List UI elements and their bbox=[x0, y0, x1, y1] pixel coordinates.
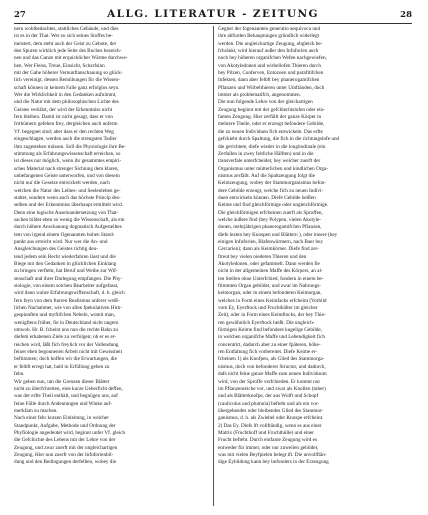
text-line: er felbft erregt hat, bald in Erfüllung gehen zu bbox=[14, 363, 110, 370]
text-line: sches Material nach strenger Sichtung dem klaren, bbox=[14, 165, 119, 172]
text-line: Vf. begegnet sind; aber dass er den rechten Weg bbox=[14, 128, 114, 135]
text-line: wird dann wahre Erfahrungswiffenschaft, d. h. gleich bbox=[14, 290, 125, 297]
text-line: senschaft und ihrer Darlegung empfangen. Die Phy- bbox=[14, 275, 123, 282]
text-line: mit der Gabe höherer Vernunftanschauung so glück- bbox=[14, 70, 123, 77]
text-line: concentrirt, dadurch aber zu einer fpäteren, höhe- bbox=[218, 341, 321, 348]
text-line: Zerfallen in zwey feitliche Hälften) und in die bbox=[218, 150, 314, 157]
text-line: meistert, dem steht auch der Geist zu Gebote, der bbox=[14, 40, 117, 47]
text-line: ftimmten Organ gebildet, und zwar im Nahrungs- bbox=[218, 283, 321, 290]
text-line: stimmung als Erfahrungswissenschaft erreichen, so bbox=[14, 150, 121, 157]
text-line: Die gleichförmigen erfcheinen zuerft als Sproffen, bbox=[218, 209, 323, 216]
text-line: wird, von der Sproffe verfchieden. Er kommt nur bbox=[218, 378, 321, 385]
text-line: diefe lezten bey Knospen und Blättern ), oder innere (bey bbox=[218, 231, 338, 238]
text-line: ist es in der That. Wer so sich seines Stoffes be- bbox=[14, 33, 113, 40]
text-line: Biege mit den Gedanken in glücklichen Einklang bbox=[14, 261, 117, 267]
text-line: ihre abfurden Behauptungen gründlich widerlegt bbox=[218, 33, 320, 40]
text-line: einigen Infuforien, Blafenwürmern, nach Baer bey bbox=[218, 238, 324, 245]
text-line: in welchen organifche Maffe und Lebendigkeit fich bbox=[218, 334, 325, 341]
text-line: nern wohlbedachtes, stattliches Gebäude, und dies bbox=[14, 26, 119, 32]
right-column bbox=[218, 26, 412, 508]
text-line: Pflanzen und Wirbelthieren unter Umftänden, doch bbox=[218, 84, 325, 91]
text-line: tem von irgend einem Ogenannten hohen Stand- bbox=[14, 231, 115, 238]
text-line: Wer die Wirklichkeit in den Gedanken aufnimmt, bbox=[14, 92, 117, 99]
text-line: nismus zerfällt. Auf die Spaltzeugung folgt die bbox=[218, 172, 315, 179]
text-line: Frucht befteht. Durch einfame Zeugung wird es bbox=[218, 437, 317, 444]
column-divider bbox=[213, 26, 214, 506]
text-line: unbefangenen Geiste unterworfen, und von diesem bbox=[14, 172, 120, 179]
text-line: Gegner der fogenannten generatio aequivoca und bbox=[218, 26, 321, 32]
text-line: merkfam zu machen. bbox=[14, 407, 58, 414]
text-line: sachen bildet eben so wenig die Wissenschaft, als ein bbox=[14, 216, 125, 223]
text-line: ganismus, d. h. als Zwiebel oder Knospe erfcheint. bbox=[218, 415, 324, 422]
text-line: die gerichtete, diefe wieder in die longitudinale (ein bbox=[218, 143, 326, 150]
text-line: Zeit), oder in Form eines Keimftocks, der bey Thie- bbox=[218, 312, 326, 319]
text-line: nen und das Ganze mit erquicklicher Wärme durchwe- bbox=[14, 55, 128, 62]
text-line: Zeugung beginnt mit der gefchlechtslofen oder ein- bbox=[218, 106, 325, 113]
text-line: ihm zugestehen müssen. Soll die Physiologie ihre Be- bbox=[14, 143, 126, 150]
text-line: fehn. bbox=[14, 371, 25, 378]
text-line: Keimzeugung, wobey der Stammorganismus befon- bbox=[218, 180, 327, 187]
text-line: Organismus unter mütterlichen und kindlichen Orga- bbox=[218, 165, 329, 172]
text-line: hen. Wer Fleiss, Treue, Einsicht, Scharfsinn bbox=[14, 62, 105, 69]
text-line: gefchieht durch Spaltung, die fich in die richtungslofe und bbox=[218, 136, 340, 143]
text-line: was der erfte Theil enthält, und begnügen uns, auf bbox=[14, 393, 118, 400]
text-line: siologie, von einem solchen Bearbeiter aufgefasst, bbox=[14, 283, 119, 290]
text-line: Zeugung. Hier nun zuerft von der Infuforienbil- bbox=[14, 451, 114, 458]
text-line: wenigftens früher, fie in Deutschland nicht ungern bbox=[14, 319, 119, 326]
text-line: durch höhere Anschauung dogmatisch Aufgestelltes bbox=[14, 224, 122, 231]
text-line: ftreut bey vielen niederen Thieren und den bbox=[218, 253, 307, 260]
text-line: nismus, doch von befonderer Structur, und dadurch, bbox=[218, 363, 326, 370]
text-line: feiner eben begonnenen Arbeit nicht mit Gewissheit bbox=[14, 349, 123, 356]
text-line: punkt aus erreicht wird. Nur wer die An- und bbox=[14, 238, 108, 245]
text-line: ist dieses nur möglich, wenn ihr gesammtes empiri- bbox=[14, 158, 122, 165]
text-line: nicht zu überfchreiten, eine kurze Ueberficht deffen, bbox=[14, 385, 123, 392]
text-line: Die nun folgende Lehre von der gleichartigen bbox=[218, 99, 313, 106]
text-line: Denn eine logische Auseinandersetzung von That- bbox=[14, 209, 119, 216]
left-column bbox=[14, 26, 208, 508]
text-line: fern feyn von dem ftarren Realismus unferer weiß- bbox=[14, 297, 120, 304]
page-header bbox=[14, 8, 412, 22]
text-line: immer als problematifch, angenommen. bbox=[218, 92, 301, 99]
text-line: schaft können in keinem Falle ganz erfolglos seyn. bbox=[14, 84, 120, 91]
text-line: fern bleiben. Damit ist nicht gesagt, dass er von bbox=[14, 114, 113, 121]
text-line: eingeschlagen, werden auch die strengsten Tadler bbox=[14, 136, 117, 143]
text-line: nicht in der allgemeinen Maffe des Körpers, an al- bbox=[218, 268, 323, 275]
text-line: duen entwickeln können. Diefe Gebilde heißen bbox=[218, 194, 316, 201]
text-line: übergehendes oder bleibendes Glied des Stammor- bbox=[218, 407, 324, 414]
text-line: dafs nicht feine ganze Maffe zum neuen Individuum bbox=[218, 371, 327, 378]
text-line: fchränkt, wird hierauf außer den Infuforien auch bbox=[218, 48, 319, 55]
text-line: umwob. Hr. B. fcheint uns nun die rechte Bahn zu bbox=[14, 327, 119, 334]
text-line: lichen Nachahmer, wie von allen fpekulativen Hirn- bbox=[14, 305, 122, 312]
text-line: Geistes verklärt, der wird der Erkenntniss nicht bbox=[14, 106, 113, 113]
text-line: Zeugung, und zwar zuerft mit der ungleichartigen bbox=[14, 444, 118, 451]
text-line: Keime und find gleichförmige oder ungleichförmige. bbox=[218, 202, 329, 209]
text-line: Infekten, dann aber felbft bey phanerogamifchen bbox=[218, 77, 320, 84]
text-line: die Gefchichte des Lebens mit der Lehre von der bbox=[14, 437, 116, 444]
text-line: (cauliculus und plumula) befteht und als ein vor- bbox=[218, 400, 320, 407]
text-line: len Stellen ohne Unterfchied, fondern in einem be- bbox=[218, 275, 324, 282]
text-line: beftimmen; doch hoffen wir die Erwartungen, die bbox=[14, 356, 117, 363]
text-line: zu bringen verfteht, hat Beruf und Weihe zur Wif- bbox=[14, 268, 118, 275]
text-line: selben und der Erkenntniss überhaupt ermittelt wird. bbox=[14, 202, 124, 209]
text-line: Irrthümern gefehen frey, dergleichen auch unferm bbox=[14, 121, 118, 128]
running-head: ALLG. LITERATUR - ZEITUNG bbox=[107, 8, 319, 20]
text-line: welches in Form eines Keimfacks erfcheint (Vorbild bbox=[218, 297, 327, 304]
text-line: Wir geben nun, um die Grenzen dieser Blätter bbox=[14, 378, 110, 385]
text-line: mehrere Theile, oder er erzeugt befondere Gebilde, bbox=[218, 121, 325, 128]
text-line: keimorgan, oder in einem befonderen Keimorgan, bbox=[218, 290, 322, 297]
header-rule bbox=[14, 23, 412, 24]
text-line: dige Eybildung kann bey befonders in der Erzeugung bbox=[218, 459, 329, 466]
text-line: Phyfiologie angedeutet wird, beginnt unfer Vf. gleich bbox=[14, 429, 126, 436]
text-line: lich vereinigt, dessen Bemühungen für die Wissen- bbox=[14, 77, 120, 84]
text-line: Akotyledonen, oder gefammelt. Dann werden fie bbox=[218, 261, 320, 267]
text-line: diefem erhabenen Ziele zu verfolgen; ob er es er- bbox=[14, 334, 117, 341]
text-line: reichen wird, läßt fich freylich vor der Vollendung bbox=[14, 341, 119, 348]
text-line: ren Entfaltung fich vorbereitet. Diefe Keime er- bbox=[218, 349, 318, 356]
text-line: welche äußere find (bey Polypen, vielen Akotyle- bbox=[218, 216, 321, 223]
text-line: im Pflanzenreiche vor, und zwar als Knollen (tuber) bbox=[218, 385, 326, 392]
text-line: 2) Das Ey. Diefs ift vollftändig, wenn es aus einer bbox=[218, 422, 322, 429]
text-line: gespinnften und myftifchen Nebeln, womit man, bbox=[14, 312, 115, 319]
text-line: werden. Die ungleichartige Zeugung, obgleich be- bbox=[218, 40, 323, 47]
text-line: förmigen Keime find befondere kugelige Gebilde, bbox=[218, 327, 323, 334]
text-line: tend jedem sein Recht wiederfahren lässt und die bbox=[14, 253, 116, 260]
text-line: dere Gebilde erzeugt, welche fich zu neuen Indivi- bbox=[218, 187, 324, 194]
text-line: Nach einer fehr kurzen Einleitung, in welcher bbox=[14, 415, 109, 422]
text-line: von Akotyledonen und wirbellofen Thieren durch bbox=[218, 62, 321, 69]
text-line: noch bey höheren organifchen Wefen nachgewiefen, bbox=[218, 55, 327, 62]
text-line: dung und den Bedingungen derfelben, wobey die bbox=[14, 459, 117, 466]
text-line: Standpunkt, Aufgabe, Methode und Ordnung der bbox=[14, 422, 116, 429]
text-line: Cercarien); dann als Keimkörner. Diefe find zer- bbox=[218, 246, 319, 253]
text-line: bey Pilzen, Conferven, Entozoen und parafitifchen bbox=[218, 70, 324, 77]
text-line: was mit vielen Beyfpielen belegt ift. Die unvollftän- bbox=[218, 451, 327, 458]
text-line: staltet, sondern wenn auch das höchste Princip des- bbox=[14, 194, 121, 201]
text-line: fcheinen 1) als Knofpen, als Glied des Stammorga- bbox=[218, 356, 325, 363]
text-line: Matrix (Fruchthoff und Fruchthülle) und einer bbox=[218, 429, 314, 436]
text-line: Ausgleichungen des Geistes richtig deu- bbox=[14, 246, 98, 253]
text-line: feine Fülle durch Andeutungen und Winke auf- bbox=[14, 400, 112, 407]
text-line: nicht nur die Gesetze entwickelt werden, nach bbox=[14, 180, 110, 187]
text-line: vom Ey, Eyerftock und Fruchthälter im gleicher bbox=[218, 305, 318, 312]
page-number-left: 27 bbox=[14, 10, 26, 20]
text-line: transverfale unterfcheidet, bey welcher zuerft der bbox=[218, 158, 321, 165]
text-line: donen, mehrjährigen phanerogamifchen Pflanzen, bbox=[218, 224, 322, 231]
text-line: ren gewöhnlich Eyerftock heißt. Die ungleich- bbox=[218, 319, 315, 326]
text-line: entweder für immer, oder nur zuweilen gebildet, bbox=[218, 444, 319, 451]
page-number-right: 28 bbox=[400, 10, 412, 20]
text-line: welchen die Natur des Leibes- und Seelenleben ge- bbox=[14, 187, 121, 194]
text-line: und die Natur mit dem philosophischen Lichte des bbox=[14, 99, 119, 106]
text-line: die zu neuen Individuen fich entwickeln. Das erfte bbox=[218, 128, 323, 135]
text-line: famen Zeugung. Hier zerfällt der ganze Körper in bbox=[218, 114, 322, 121]
text-line: den Spuren wirklich jede Seite des Buches bezeich- bbox=[14, 48, 122, 55]
text-line: und als Blätterknofpe, der aus Wulft und Schopf bbox=[218, 393, 319, 400]
